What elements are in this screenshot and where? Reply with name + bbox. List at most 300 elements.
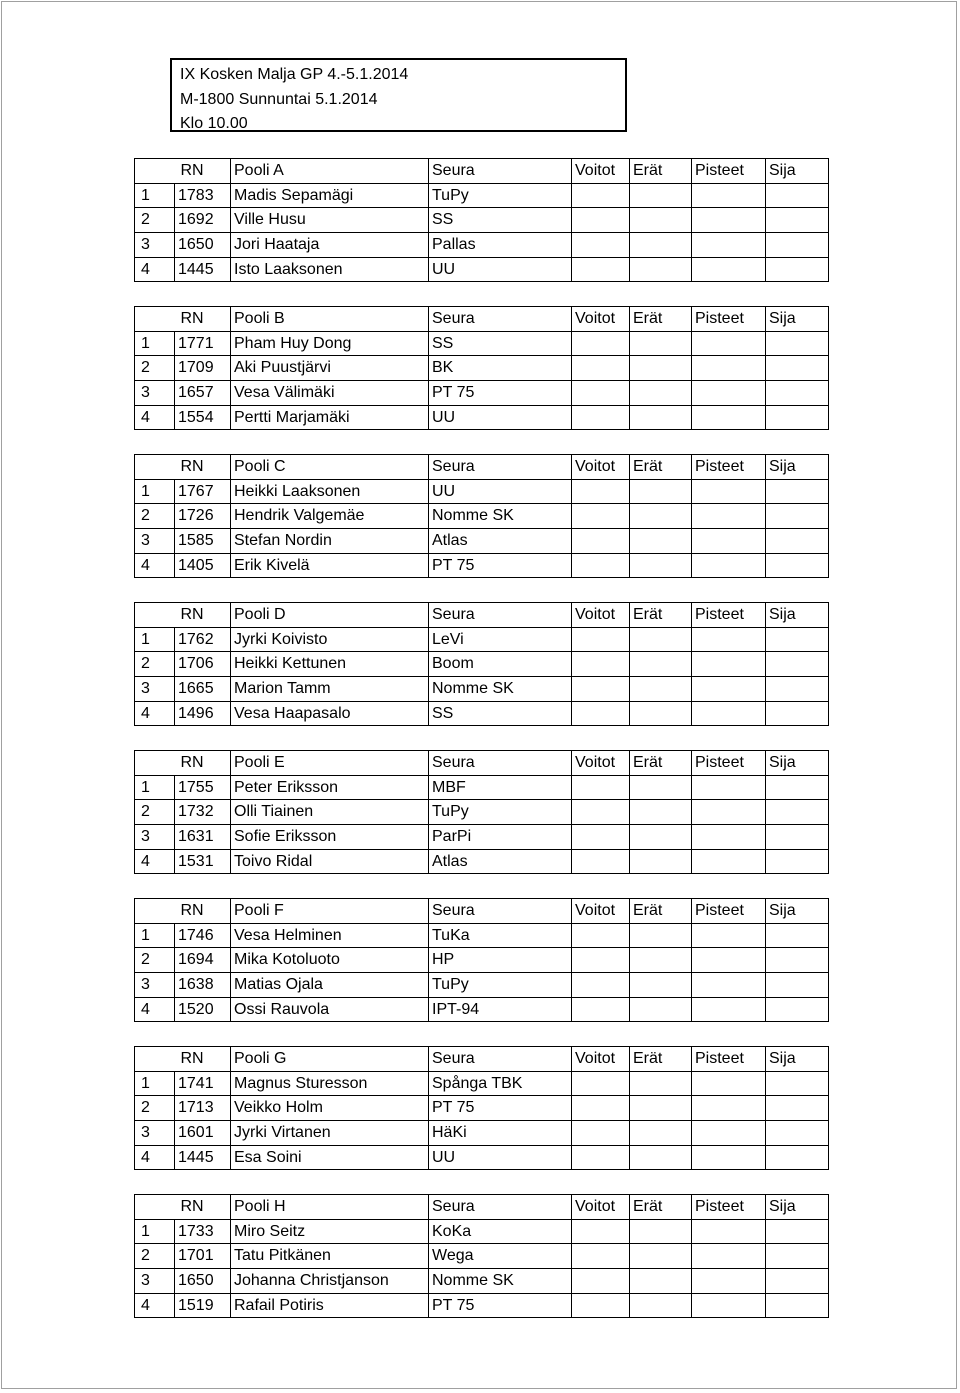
player-club: LeVi bbox=[429, 627, 572, 652]
column-header-club: Seura bbox=[429, 899, 572, 924]
table-row bbox=[135, 553, 829, 578]
table-row bbox=[135, 1096, 829, 1121]
seed-number: 3 bbox=[135, 529, 175, 554]
sets-cell bbox=[630, 479, 692, 504]
sets-cell bbox=[630, 529, 692, 554]
player-club: HP bbox=[429, 948, 572, 973]
table-row bbox=[135, 1293, 829, 1318]
column-header-points: Pisteet bbox=[692, 603, 766, 628]
player-club: ParPi bbox=[429, 825, 572, 850]
points-cell bbox=[692, 381, 766, 406]
pool-header-row bbox=[135, 1047, 829, 1072]
player-name: Tatu Pitkänen bbox=[231, 1244, 429, 1269]
seed-number: 1 bbox=[135, 479, 175, 504]
place-cell bbox=[766, 973, 829, 998]
player-name: Erik Kivelä bbox=[231, 553, 429, 578]
player-name: Sofie Eriksson bbox=[231, 825, 429, 850]
player-name: Marion Tamm bbox=[231, 677, 429, 702]
pool-name: Pooli H bbox=[231, 1195, 429, 1220]
sets-cell bbox=[630, 1096, 692, 1121]
player-name: Johanna Christjanson bbox=[231, 1269, 429, 1294]
seed-number: 4 bbox=[135, 553, 175, 578]
table-row bbox=[135, 627, 829, 652]
column-header-place: Sija bbox=[766, 751, 829, 776]
place-cell bbox=[766, 1096, 829, 1121]
column-header-rn: RN bbox=[175, 159, 231, 184]
sets-cell bbox=[630, 331, 692, 356]
wins-cell bbox=[572, 627, 630, 652]
event-date: M-1800 Sunnuntai 5.1.2014 bbox=[180, 90, 378, 108]
place-cell bbox=[766, 849, 829, 874]
wins-cell bbox=[572, 923, 630, 948]
wins-cell bbox=[572, 1293, 630, 1318]
seed-number: 4 bbox=[135, 1145, 175, 1170]
place-cell bbox=[766, 1071, 829, 1096]
pool-header-row bbox=[135, 603, 829, 628]
seed-number: 3 bbox=[135, 1269, 175, 1294]
player-name: Olli Tiainen bbox=[231, 800, 429, 825]
table-row bbox=[135, 1219, 829, 1244]
player-rating: 1762 bbox=[175, 627, 231, 652]
table-row bbox=[135, 1145, 829, 1170]
player-name: Matias Ojala bbox=[231, 973, 429, 998]
player-rating: 1709 bbox=[175, 356, 231, 381]
wins-cell bbox=[572, 1071, 630, 1096]
table-row bbox=[135, 529, 829, 554]
player-name: Jyrki Virtanen bbox=[231, 1121, 429, 1146]
table-row bbox=[135, 948, 829, 973]
seed-number: 4 bbox=[135, 849, 175, 874]
sets-cell bbox=[630, 405, 692, 430]
column-header-rn: RN bbox=[175, 603, 231, 628]
player-rating: 1783 bbox=[175, 183, 231, 208]
player-rating: 1732 bbox=[175, 800, 231, 825]
place-cell bbox=[766, 1121, 829, 1146]
player-club: HäKi bbox=[429, 1121, 572, 1146]
player-club: PT 75 bbox=[429, 1293, 572, 1318]
wins-cell bbox=[572, 948, 630, 973]
player-rating: 1585 bbox=[175, 529, 231, 554]
place-cell bbox=[766, 553, 829, 578]
player-name: Magnus Sturesson bbox=[231, 1071, 429, 1096]
column-header-wins: Voitot bbox=[572, 751, 630, 776]
seed-number: 2 bbox=[135, 800, 175, 825]
sets-cell bbox=[630, 677, 692, 702]
seed-number: 1 bbox=[135, 331, 175, 356]
seed-number: 1 bbox=[135, 183, 175, 208]
seed-number: 3 bbox=[135, 1121, 175, 1146]
points-cell bbox=[692, 800, 766, 825]
column-header-rn: RN bbox=[175, 1195, 231, 1220]
seed-number: 1 bbox=[135, 1219, 175, 1244]
player-rating: 1405 bbox=[175, 553, 231, 578]
wins-cell bbox=[572, 652, 630, 677]
place-cell bbox=[766, 1269, 829, 1294]
place-cell bbox=[766, 183, 829, 208]
column-header-place: Sija bbox=[766, 307, 829, 332]
player-club: Nomme SK bbox=[429, 1269, 572, 1294]
player-club: MBF bbox=[429, 775, 572, 800]
place-cell bbox=[766, 1293, 829, 1318]
seed-number: 1 bbox=[135, 1071, 175, 1096]
table-row bbox=[135, 1071, 829, 1096]
points-cell bbox=[692, 1244, 766, 1269]
pool-header-row bbox=[135, 455, 829, 480]
player-name: Hendrik Valgemäe bbox=[231, 504, 429, 529]
wins-cell bbox=[572, 479, 630, 504]
wins-cell bbox=[572, 257, 630, 282]
column-header-rn: RN bbox=[175, 455, 231, 480]
place-cell bbox=[766, 405, 829, 430]
player-rating: 1650 bbox=[175, 233, 231, 258]
player-club: UU bbox=[429, 1145, 572, 1170]
wins-cell bbox=[572, 504, 630, 529]
points-cell bbox=[692, 183, 766, 208]
points-cell bbox=[692, 652, 766, 677]
table-row bbox=[135, 504, 829, 529]
column-header-place: Sija bbox=[766, 899, 829, 924]
points-cell bbox=[692, 1071, 766, 1096]
player-rating: 1650 bbox=[175, 1269, 231, 1294]
points-cell bbox=[692, 257, 766, 282]
sets-cell bbox=[630, 627, 692, 652]
points-cell bbox=[692, 1145, 766, 1170]
player-rating: 1601 bbox=[175, 1121, 231, 1146]
player-name: Ossi Rauvola bbox=[231, 997, 429, 1022]
column-header-place: Sija bbox=[766, 1047, 829, 1072]
points-cell bbox=[692, 1096, 766, 1121]
sets-cell bbox=[630, 1071, 692, 1096]
column-header-club: Seura bbox=[429, 1195, 572, 1220]
column-header-wins: Voitot bbox=[572, 1195, 630, 1220]
player-rating: 1519 bbox=[175, 1293, 231, 1318]
column-header-points: Pisteet bbox=[692, 307, 766, 332]
table-row bbox=[135, 479, 829, 504]
seed-number: 2 bbox=[135, 1096, 175, 1121]
seed-number: 1 bbox=[135, 775, 175, 800]
pool-header-row bbox=[135, 899, 829, 924]
column-header-rn: RN bbox=[175, 1047, 231, 1072]
column-header-place: Sija bbox=[766, 159, 829, 184]
place-cell bbox=[766, 997, 829, 1022]
points-cell bbox=[692, 1293, 766, 1318]
player-club: Wega bbox=[429, 1244, 572, 1269]
sets-cell bbox=[630, 233, 692, 258]
wins-cell bbox=[572, 701, 630, 726]
sets-cell bbox=[630, 1145, 692, 1170]
column-header-wins: Voitot bbox=[572, 455, 630, 480]
sets-cell bbox=[630, 208, 692, 233]
place-cell bbox=[766, 701, 829, 726]
sets-cell bbox=[630, 553, 692, 578]
seed-number: 2 bbox=[135, 504, 175, 529]
place-cell bbox=[766, 627, 829, 652]
player-rating: 1638 bbox=[175, 973, 231, 998]
table-row bbox=[135, 825, 829, 850]
place-cell bbox=[766, 1219, 829, 1244]
player-rating: 1692 bbox=[175, 208, 231, 233]
player-rating: 1531 bbox=[175, 849, 231, 874]
column-header-wins: Voitot bbox=[572, 899, 630, 924]
points-cell bbox=[692, 208, 766, 233]
player-name: Miro Seitz bbox=[231, 1219, 429, 1244]
wins-cell bbox=[572, 1145, 630, 1170]
seed-number: 1 bbox=[135, 627, 175, 652]
points-cell bbox=[692, 849, 766, 874]
table-row bbox=[135, 973, 829, 998]
column-header-sets: Erät bbox=[630, 307, 692, 332]
wins-cell bbox=[572, 405, 630, 430]
pool-table bbox=[134, 898, 829, 1022]
points-cell bbox=[692, 701, 766, 726]
wins-cell bbox=[572, 233, 630, 258]
points-cell bbox=[692, 923, 766, 948]
wins-cell bbox=[572, 553, 630, 578]
column-header-club: Seura bbox=[429, 307, 572, 332]
seed-number: 4 bbox=[135, 405, 175, 430]
sets-cell bbox=[630, 504, 692, 529]
wins-cell bbox=[572, 800, 630, 825]
player-club: Spånga TBK bbox=[429, 1071, 572, 1096]
column-header-sets: Erät bbox=[630, 455, 692, 480]
player-club: Nomme SK bbox=[429, 504, 572, 529]
column-header-wins: Voitot bbox=[572, 307, 630, 332]
player-club: TuPy bbox=[429, 973, 572, 998]
sets-cell bbox=[630, 1244, 692, 1269]
player-club: Atlas bbox=[429, 529, 572, 554]
points-cell bbox=[692, 553, 766, 578]
table-row bbox=[135, 183, 829, 208]
pool-name: Pooli A bbox=[231, 159, 429, 184]
player-rating: 1694 bbox=[175, 948, 231, 973]
points-cell bbox=[692, 775, 766, 800]
table-row bbox=[135, 405, 829, 430]
place-cell bbox=[766, 257, 829, 282]
points-cell bbox=[692, 973, 766, 998]
pool-table bbox=[134, 454, 829, 578]
place-cell bbox=[766, 504, 829, 529]
player-name: Pham Huy Dong bbox=[231, 331, 429, 356]
points-cell bbox=[692, 356, 766, 381]
player-rating: 1706 bbox=[175, 652, 231, 677]
column-header-rn: RN bbox=[175, 751, 231, 776]
pool-header-row bbox=[135, 1195, 829, 1220]
seed-number: 4 bbox=[135, 701, 175, 726]
column-header-sets: Erät bbox=[630, 159, 692, 184]
pool-name: Pooli E bbox=[231, 751, 429, 776]
column-header-points: Pisteet bbox=[692, 1047, 766, 1072]
points-cell bbox=[692, 948, 766, 973]
sets-cell bbox=[630, 356, 692, 381]
table-row bbox=[135, 800, 829, 825]
player-rating: 1755 bbox=[175, 775, 231, 800]
player-name: Ville Husu bbox=[231, 208, 429, 233]
header-seed-cell bbox=[135, 899, 175, 924]
player-rating: 1665 bbox=[175, 677, 231, 702]
seed-number: 4 bbox=[135, 1293, 175, 1318]
sets-cell bbox=[630, 183, 692, 208]
player-club: PT 75 bbox=[429, 381, 572, 406]
points-cell bbox=[692, 627, 766, 652]
player-club: SS bbox=[429, 208, 572, 233]
header-seed-cell bbox=[135, 751, 175, 776]
table-row bbox=[135, 677, 829, 702]
column-header-place: Sija bbox=[766, 1195, 829, 1220]
column-header-points: Pisteet bbox=[692, 159, 766, 184]
pool-header-row bbox=[135, 751, 829, 776]
seed-number: 3 bbox=[135, 233, 175, 258]
column-header-sets: Erät bbox=[630, 1195, 692, 1220]
column-header-place: Sija bbox=[766, 455, 829, 480]
player-club: SS bbox=[429, 331, 572, 356]
table-row bbox=[135, 331, 829, 356]
place-cell bbox=[766, 233, 829, 258]
points-cell bbox=[692, 233, 766, 258]
place-cell bbox=[766, 923, 829, 948]
table-row bbox=[135, 381, 829, 406]
seed-number: 3 bbox=[135, 677, 175, 702]
place-cell bbox=[766, 677, 829, 702]
header-seed-cell bbox=[135, 307, 175, 332]
player-club: Nomme SK bbox=[429, 677, 572, 702]
seed-number: 2 bbox=[135, 1244, 175, 1269]
sets-cell bbox=[630, 257, 692, 282]
column-header-wins: Voitot bbox=[572, 603, 630, 628]
player-rating: 1520 bbox=[175, 997, 231, 1022]
column-header-club: Seura bbox=[429, 751, 572, 776]
wins-cell bbox=[572, 529, 630, 554]
column-header-points: Pisteet bbox=[692, 899, 766, 924]
player-club: PT 75 bbox=[429, 1096, 572, 1121]
pool-name: Pooli D bbox=[231, 603, 429, 628]
pool-table bbox=[134, 306, 829, 430]
player-rating: 1733 bbox=[175, 1219, 231, 1244]
table-row bbox=[135, 997, 829, 1022]
column-header-wins: Voitot bbox=[572, 1047, 630, 1072]
table-row bbox=[135, 356, 829, 381]
sets-cell bbox=[630, 948, 692, 973]
column-header-points: Pisteet bbox=[692, 455, 766, 480]
pool-name: Pooli G bbox=[231, 1047, 429, 1072]
column-header-place: Sija bbox=[766, 603, 829, 628]
wins-cell bbox=[572, 356, 630, 381]
pool-name: Pooli F bbox=[231, 899, 429, 924]
header-seed-cell bbox=[135, 159, 175, 184]
sets-cell bbox=[630, 652, 692, 677]
tournament-title: IX Kosken Malja GP 4.-5.1.2014 bbox=[180, 66, 409, 83]
player-name: Vesa Haapasalo bbox=[231, 701, 429, 726]
title-box bbox=[170, 58, 627, 132]
wins-cell bbox=[572, 973, 630, 998]
pool-table bbox=[134, 602, 829, 726]
player-rating: 1445 bbox=[175, 1145, 231, 1170]
player-club: TuPy bbox=[429, 800, 572, 825]
column-header-sets: Erät bbox=[630, 751, 692, 776]
place-cell bbox=[766, 356, 829, 381]
table-row bbox=[135, 1269, 829, 1294]
player-name: Aki Puustjärvi bbox=[231, 356, 429, 381]
player-name: Jyrki Koivisto bbox=[231, 627, 429, 652]
column-header-points: Pisteet bbox=[692, 751, 766, 776]
player-club: UU bbox=[429, 257, 572, 282]
points-cell bbox=[692, 1219, 766, 1244]
seed-number: 4 bbox=[135, 257, 175, 282]
place-cell bbox=[766, 331, 829, 356]
column-header-rn: RN bbox=[175, 307, 231, 332]
header-seed-cell bbox=[135, 603, 175, 628]
sets-cell bbox=[630, 1269, 692, 1294]
sets-cell bbox=[630, 800, 692, 825]
player-name: Jori Haataja bbox=[231, 233, 429, 258]
header-seed-cell bbox=[135, 1047, 175, 1072]
wins-cell bbox=[572, 997, 630, 1022]
seed-number: 3 bbox=[135, 825, 175, 850]
player-name: Rafail Potiris bbox=[231, 1293, 429, 1318]
seed-number: 4 bbox=[135, 997, 175, 1022]
wins-cell bbox=[572, 677, 630, 702]
place-cell bbox=[766, 208, 829, 233]
player-rating: 1496 bbox=[175, 701, 231, 726]
player-rating: 1726 bbox=[175, 504, 231, 529]
place-cell bbox=[766, 825, 829, 850]
table-row bbox=[135, 701, 829, 726]
wins-cell bbox=[572, 1219, 630, 1244]
wins-cell bbox=[572, 381, 630, 406]
table-row bbox=[135, 257, 829, 282]
column-header-club: Seura bbox=[429, 1047, 572, 1072]
pool-table bbox=[134, 1046, 829, 1170]
player-rating: 1554 bbox=[175, 405, 231, 430]
table-row bbox=[135, 208, 829, 233]
player-club: IPT-94 bbox=[429, 997, 572, 1022]
sets-cell bbox=[630, 997, 692, 1022]
seed-number: 1 bbox=[135, 923, 175, 948]
player-name: Peter Eriksson bbox=[231, 775, 429, 800]
seed-number: 3 bbox=[135, 973, 175, 998]
points-cell bbox=[692, 405, 766, 430]
pool-table bbox=[134, 158, 829, 282]
player-rating: 1657 bbox=[175, 381, 231, 406]
place-cell bbox=[766, 652, 829, 677]
wins-cell bbox=[572, 1269, 630, 1294]
player-rating: 1701 bbox=[175, 1244, 231, 1269]
table-row bbox=[135, 233, 829, 258]
player-club: UU bbox=[429, 405, 572, 430]
pool-table bbox=[134, 1194, 829, 1318]
player-club: Atlas bbox=[429, 849, 572, 874]
sets-cell bbox=[630, 973, 692, 998]
column-header-sets: Erät bbox=[630, 899, 692, 924]
player-club: Pallas bbox=[429, 233, 572, 258]
player-rating: 1767 bbox=[175, 479, 231, 504]
points-cell bbox=[692, 825, 766, 850]
place-cell bbox=[766, 775, 829, 800]
sets-cell bbox=[630, 923, 692, 948]
table-row bbox=[135, 775, 829, 800]
player-name: Stefan Nordin bbox=[231, 529, 429, 554]
wins-cell bbox=[572, 825, 630, 850]
player-name: Pertti Marjamäki bbox=[231, 405, 429, 430]
player-rating: 1741 bbox=[175, 1071, 231, 1096]
player-name: Vesa Helminen bbox=[231, 923, 429, 948]
player-name: Heikki Kettunen bbox=[231, 652, 429, 677]
player-club: SS bbox=[429, 701, 572, 726]
points-cell bbox=[692, 997, 766, 1022]
player-name: Madis Sepamägi bbox=[231, 183, 429, 208]
player-club: KoKa bbox=[429, 1219, 572, 1244]
seed-number: 2 bbox=[135, 652, 175, 677]
points-cell bbox=[692, 677, 766, 702]
